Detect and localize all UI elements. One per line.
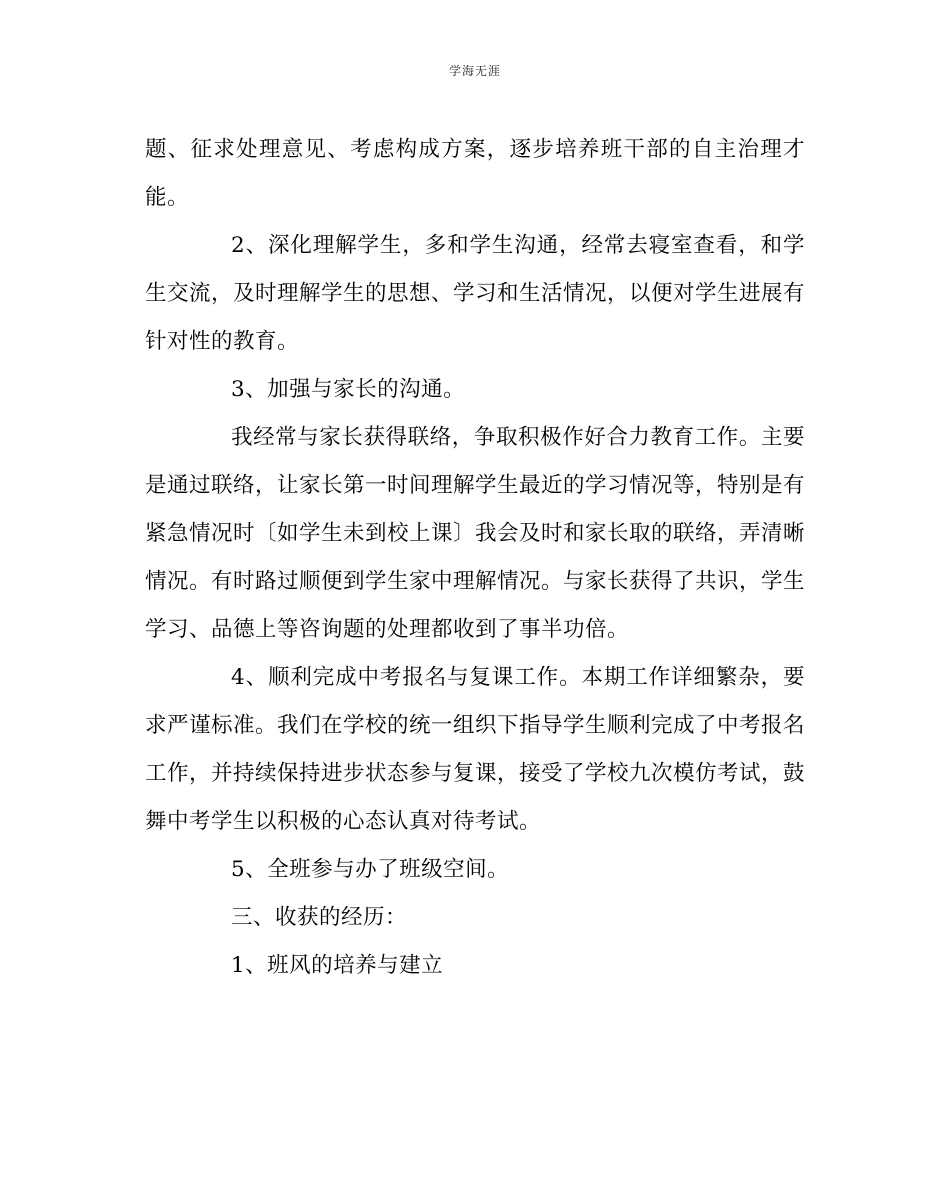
subheading-1: 1、班风的培养与建立 — [231, 953, 444, 978]
paragraph-parent-contact: 我经常与家长获得联络，争取积极作好合力教育工作。主要是通过联络，让家长第一时间理解学生最近的学习情况等，特别是有紧急情况时〔如学生未到校上课〕我会及时和家长取的联络，弄清晰情况。有时路过顺便到学生家中理解情况。与家长获得了共识，学生学习、品德上等咨询题的处理都收到了事半功倍。 — [145, 425, 806, 642]
paragraph-item-3: 3、加强与家长的沟通。 — [231, 377, 466, 402]
document-body — [145, 126, 805, 990]
paragraph-item-5: 5、全班参与办了班级空间。 — [231, 857, 510, 882]
paragraph-item-2: 2、深化理解学生，多和学生沟通，经常去寝室查看，和学生交流，及时理解学生的思想、学习和生活情况，以便对学生进展有针对性的教育。 — [145, 233, 806, 354]
paragraph-item-4: 4、顺利完成中考报名与复课工作。本期工作详细繁杂，要求严谨标准。我们在学校的统一组织下指导学生顺利完成了中考报名工作，并持续保持进步状态参与复课，接受了学校九次模仿考试，鼓舞中考学生以积极的心态认真对待考试。 — [145, 665, 806, 834]
section-heading-3: 三、收获的经历： — [231, 905, 408, 930]
page-header: 学海无涯 — [448, 64, 501, 78]
paragraph-continuation: 题、征求处理意见、考虑构成方案，逐步培养班干部的自主治理才能。 — [145, 137, 805, 210]
